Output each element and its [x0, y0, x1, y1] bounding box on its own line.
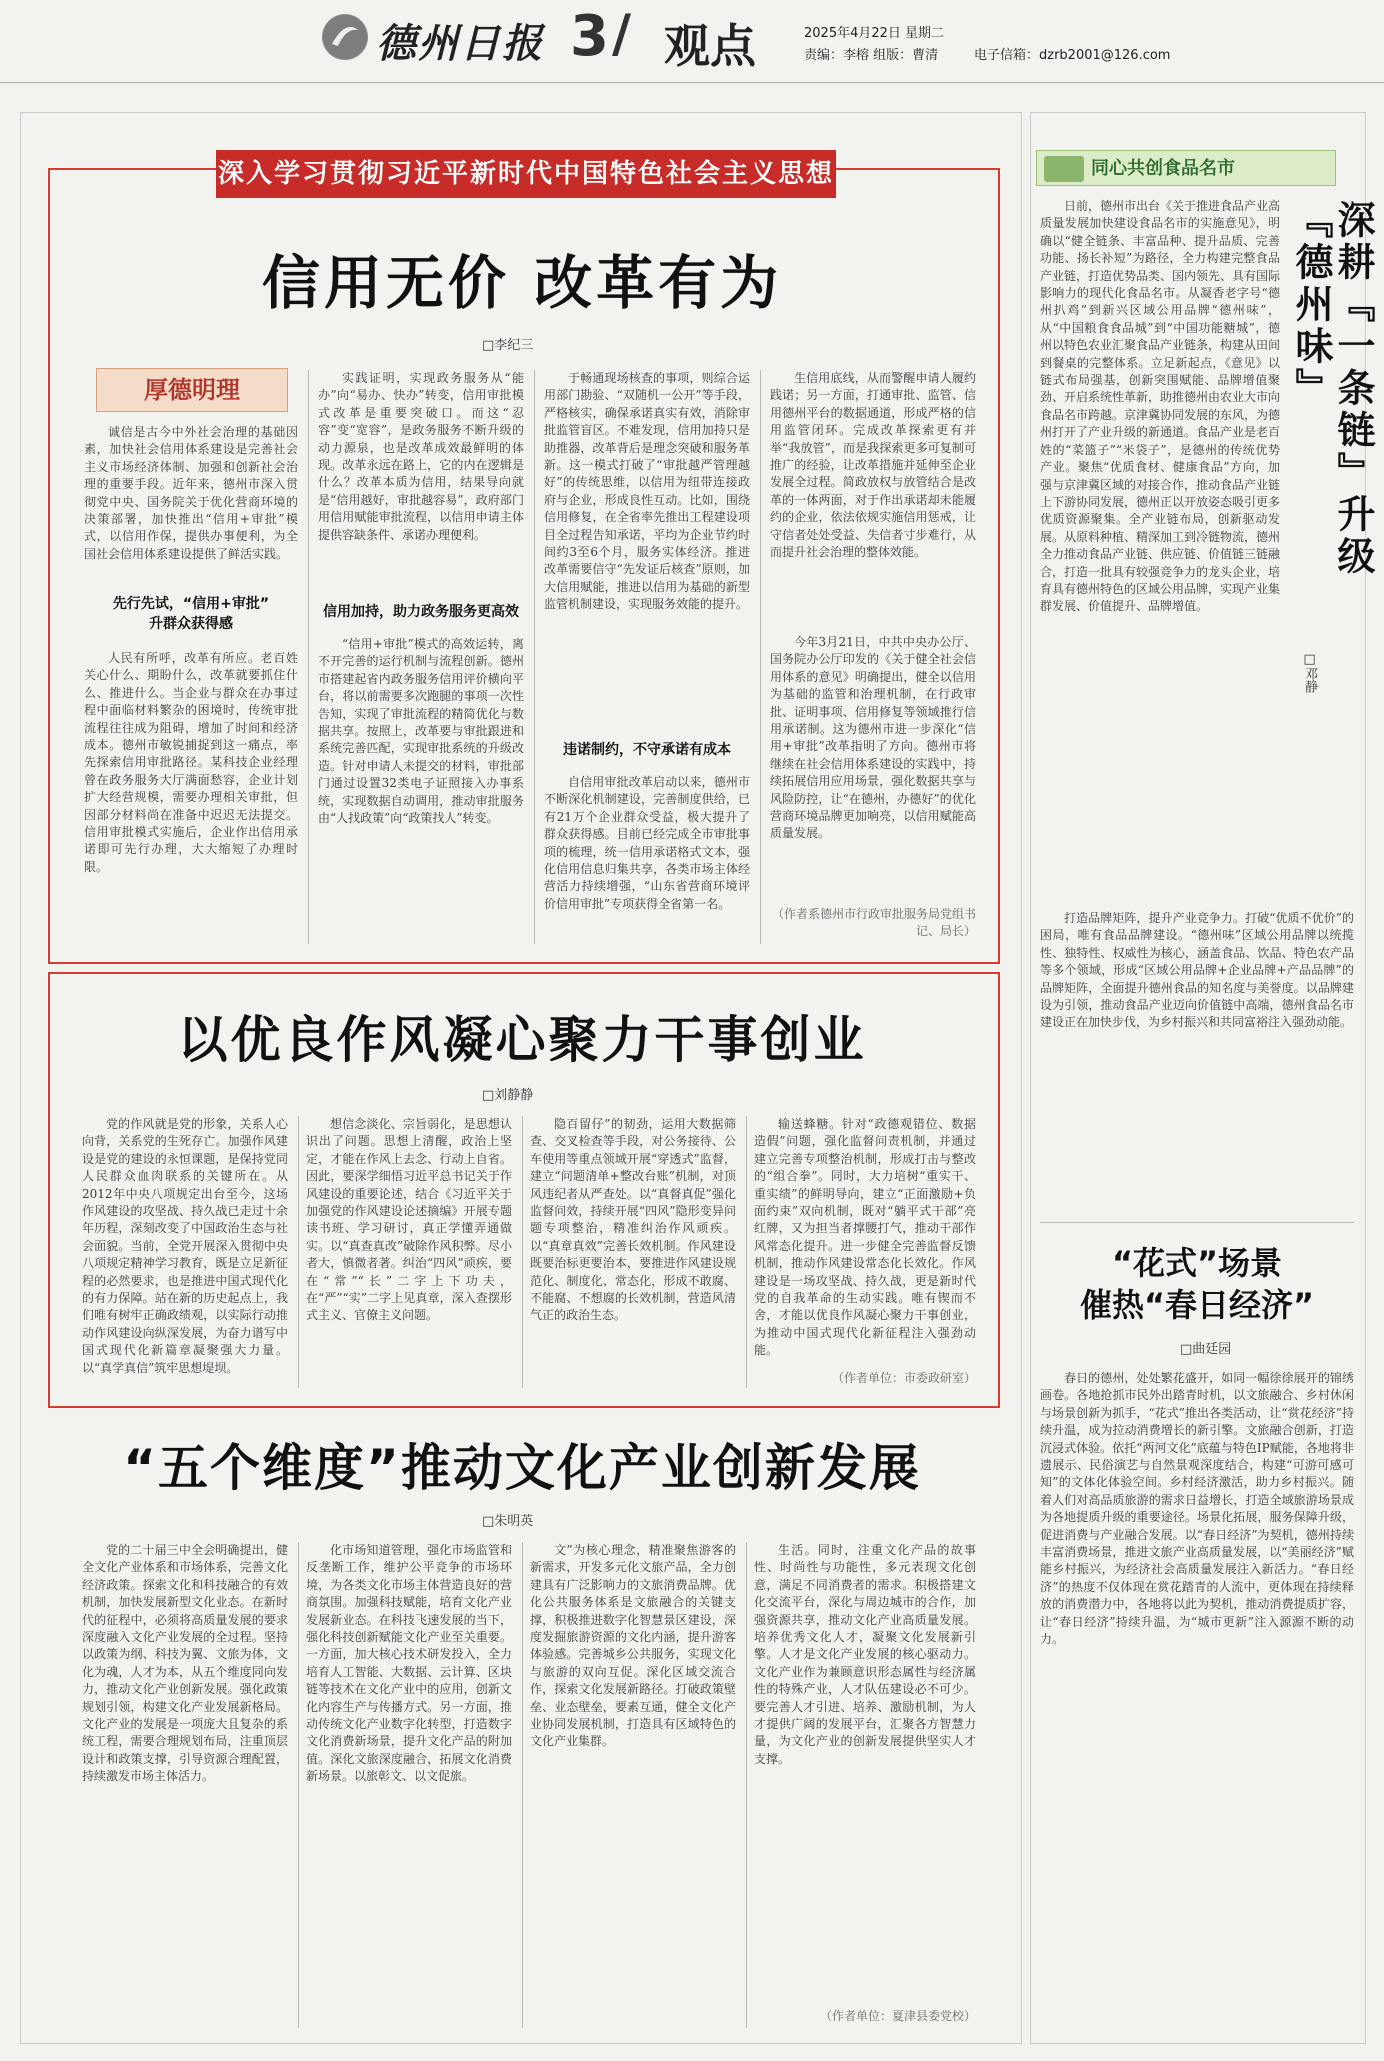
article2-col4: 输送蜂糖。针对“政德观错位、数据造假”问题，强化监督问责机制，并通过建立完善专项整治机制，形成打击与整改的“组合拳”。同时，大力培树“重实干、重实绩”的鲜明导向，建立“正面激励+负面约束”双向机制，既对“躺平式干部”亮红牌，又为担当者撑腰打气，推动干部作风常态化提升。进一步健全完善监督反馈机制，推动作风建设常态化长效化。作风建设是一场攻坚战、持久战，更是新时代党的自我革命的生动实践。唯有锲而不舍，才能以优良作风凝心聚力干事创业，为推动中国式现代化新征程注入强劲动能。 [754, 1117, 976, 1358]
editors: 责编：李榕 组版：曹清 [804, 48, 939, 63]
article1-col2b: “信用+审批”模式的高效运转，离不开完善的运行机制与流程创新。德州市搭建起省内政务服务信用评价横向平台，将以前需要多次跑腿的事项一次性告知，实现了审批流程的精简优化与数据共享。按照上，改革要与审批跟进和系统完善匹配，实现审批系统的升级改造。针对申请人未提交的材料，审批部门通过设置32类电子证照接入办事系统，实现数据自动调用，推动审批服务由“人找政策”向“政策找人”转变。 [318, 637, 524, 826]
masthead [0, 0, 1384, 86]
article1-col1: 诚信是古今中外社会治理的基础因素，加快社会信用体系建设是完善社会主义市场经济体制、加强和创新社会治理的重要手段。近年来，德州市深入贯彻党中央、国务院关于优化营商环境的决策部署，加快推出“信用+审批”模式，以信用作保，提供办事便利，为全国社会信用体系建设提供了鲜活实践。 [84, 425, 298, 561]
newspaper-logo-icon [322, 14, 368, 60]
article3-author-note: （作者单位：夏津县委党校） [819, 2009, 976, 2023]
article2-col1: 党的作风就是党的形象，关系人心向背，关系党的生死存亡。加强作风建设是党的建设的永恒课题，是保持党同人民群众血肉联系的关键所在。从2012年中央八项规定出台至今，这场作风建设的攻坚战、持久战已走过十余年历程，深刻改变了中国政治生态与社会面貌。当前，全党开展深入贯彻中央八项规定精神学习教育，既是立足新征程的必然要求，也是推进中国式现代化的有力保障。站在新的历史起点上，我们唯有树牢正确政绩观，以实际行动推动作风建设向纵深发展，为奋力谱写中国式现代化新篇章凝聚强大力量。以“真学真信”筑牢思想堤坝。 [82, 1117, 288, 1375]
contact-email: 电子信箱：dzrb2001@126.com [974, 48, 1171, 63]
article3-byline: □朱明英 [482, 1514, 534, 1529]
article1-col5: 今年3月21日，中共中央办公厅、国务院办公厅印发的《关于健全社会信用体系的意见》明确提出，健全以信用为基础的监管和治理机制，在行政审批、证明事项、信用修复等领域推行信用承诺制。这为德州市进一步深化“信用+审批”改革指明了方向。德州市将继续在社会信用体系建设的实践中，持续拓展信用应用场景，强化数据共享与风险防控，让“在德州，办德好”的优化营商环境品牌更加响亮，以信用赋能高质量发展。 [770, 635, 976, 841]
article1-subhead-3: 违诺制约，不守承诺有成本 [563, 742, 731, 758]
side1-text: 日前，德州市出台《关于推进食品产业高质量发展加快建设食品名市的实施意见》，明确以“健全链条、丰富品种、提升品质、完善功能、扬长补短”为路径，全力构建完整食品产业链，打造优势品类、国内领先、具有国际影响力的现代化食品名市。从凝香老字号“德州扒鸡”到新兴区域公用品牌“德州味”，从“中国粮食食品城”到“中国功能糖城”，德州以特色农业汇聚食品产业链条，构建从田间到餐桌的完整体系。立足新起点，《意见》以链式布局强基，创新突围赋能、品牌增值聚劲、开启系统性革新，助推德州由农业大市向食品名市跨越。京津冀协同发展的东风，为德州打开了产业升级的新通道。食品产业是老百姓的“菜篮子”“米袋子”，是德州的传统优势产业。聚焦“优质食材、健康食品”方向，加强与京津冀区域的对接合作，推动食品产业链上下游协同发展，德州正以开放姿态吸引更多优质资源聚集。全产业链布局，创新驱动发展。从原料种植、精深加工到冷链物流，德州全力推动食品产业链、供应链、价值链三链融合，打造一批具有较强竞争力的龙头企业，培育具有德州特色的区域公用品牌，实现产业集群发展、价值提升、品牌增值。 [1040, 199, 1280, 614]
newspaper-name: 德州日报 [376, 20, 544, 67]
article1-col3: 于畅通现场核查的事项，则综合运用部门勘验、“双随机一公开”等手段，严格核实，确保承诺真实有效，消除审批监管盲区。不难发现，信用加持只是助推器，改革背后是理念突破和服务革新。这一模式打破了“审批越严管理越好”的传统思维，以信用为纽带连接政府与企业，形成良性互动。比如，围绕信用修复，在全省率先推出工程建设项目全过程告知承诺，平均为企业节约时间约3至6个月，服务实体经济。推进改革需要信守“先发证后核查”原则，加大信用赋能，推进以信用为基础的新型监管机制建设，实现服务效能的提升。 [544, 371, 750, 612]
food-icon [1044, 156, 1084, 182]
article2-col3: 隐百留仔”的韧劲，运用大数据筛查、交叉检查等手段，对公务接待、公车使用等重点领域开展“穿透式”监督，建立“问题清单+整改台账”机制，对顶风违纪者从严查处。以“真督真促”强化监督问效，持续开展“四风”隐形变异问题专项整治，精准纠治作风顽疾。以“真章真效”完善长效机制。作风建设既要治标更要治本，要推进作风建设规范化、制度化、常态化，形成不敢腐、不能腐、不想腐的长效机制，营造风清气正的政治生态。 [530, 1117, 736, 1323]
divider [746, 1116, 747, 1388]
divider [308, 370, 309, 944]
side2-byline: □曲廷园 [1180, 1342, 1232, 1357]
article3-col2: 化市场知道管理，强化市场监管和反垄断工作，维护公平竞争的市场环境，为各类文化市场主体营造良好的营商氛围。加强科技赋能，培育文化产业发展新业态。在科技飞速发展的当下，强化科技创新赋能文化产业至关重要。一方面，加大核心技术研发投入，全力培育人工智能、大数据、云计算、区块链等技术在文化产业中的应用，创新文化内容生产与传播方式。另一方面，推动传统文化产业数字化转型，打造数字文化消费新场景，提升文化产品的附加值。深化文旅深度融合，拓展文化消费新场景。以旅彰文、以文促旅。 [306, 1543, 512, 1784]
article1-col3b: 自信用审批改革启动以来，德州市不断深化机制建设，完善制度供给，已有21万个企业群众受益，极大提升了群众获得感。目前已经完成全市审批事项的梳理，统一信用承诺格式文本，强化信用信息归集共享，各类市场主体经营活力持续增强，“山东省营商环境评价信用审批”专项获得全省第一名。 [544, 775, 750, 911]
article1-subhead-2: 信用加持，助力政务服务更高效 [323, 604, 519, 620]
article1-col1b: 人民有所呼，改革有所应。老百姓关心什么、期盼什么，改革就要抓住什么、推进什么。当企业与群众在办事过程中面临材料繁杂的困境时，传统审批流程往往成为阻碍，增加了时间和经济成本。德州市敏锐捕捉到这一痛点，率先探索信用审批路径。某科技企业经理曾在政务服务大厅满面愁容，企业计划扩大经营规模，需要办理相关审批，但因部分材料尚在准备中迟迟无法提交。信用审批模式实施后，企业作出信用承诺即可先行办理，大大缩短了办理时限。 [84, 651, 298, 874]
article3-title: “五个维度”推动文化产业创新发展 [123, 1439, 921, 1497]
article2-author-note: （作者单位：市委政研室） [831, 1371, 976, 1385]
divider [522, 1542, 523, 2028]
article1-column-tag: 厚德明理 [96, 368, 288, 412]
divider [1040, 1222, 1354, 1223]
page-number: 3 [570, 4, 609, 69]
article3-col1: 党的二十届三中全会明确提出，健全文化产业体系和市场体系，完善文化经济政策。探索文化和科技融合的有效机制，加快发展新型文化业态。在新时代的征程中，必须将高质量发展的要求深度融入文化产业发展的全过程。坚持以政策为纲、科技为翼、文旅为体，文化为魂，人才为本，从五个维度同向发力，推动文化产业创新发展。强化政策规划引领，构建文化产业发展新格局。文化产业的发展是一项庞大且复杂的系统工程，需要合理规划布局，注重顶层设计和政策支撑，引导资源合理配置，持续激发市场主体活力。 [82, 1543, 288, 1784]
divider [534, 370, 535, 944]
side1-section-label: 同心共创食品名市 [1091, 158, 1235, 179]
side2-text: 春日的德州，处处繁花盛开，如同一幅徐徐展开的锦绣画卷。各地抢抓市民外出踏青时机，以文旅融合、乡村休闲与场景创新为抓手，“花式”推出各类活动，让“赏花经济”持续升温，成为拉动消费增长的新引擎。文旅融合创新，打造沉浸式体验。依托“两河文化”底蕴与特色IP赋能，各地将非遗展示、民俗演艺与自然景观深度结合，构建“可游可感可知”的文体化体验空间。乡村经济激活，助力乡村振兴。随着人们对高品质旅游的需求日益增长，打造全域旅游场景成为各地提质升级的重要途径。场景化拓展，服务保障升级，促进消费与产业融合发展。以“春日经济”为契机，德州持续丰富消费场景，推进文旅产业高质量发展，以“美丽经济”赋能乡村振兴，为经济社会高质量发展注入新活力。“春日经济”的热度不仅体现在赏花踏青的人流中，更体现在持续释放的消费潜力中，各地将以此为契机，推动消费提质扩容，让“春日经济”持续升温，为“城市更新”注入源源不断的动力。 [1040, 1371, 1354, 1647]
side2-title: “花式”场景 催热“春日经济” [1079, 1244, 1315, 1324]
masthead-rule [0, 82, 1384, 83]
article1-col4: 生信用底线，从而警醒申请人履约践诺；另一方面，打通审批、监管、信用德州平台的数据通道，形成严格的信用监管闭环。完成改革探索更有并举“我放管”，而是我探索更多可复制可推广的经验，让改革措施并延伸至企业发展全过程。简政放权与放管结合是改革的一体两面，对于作出承诺却未能履约的企业，依法依规实施信用惩戒，让守信者处处受益、失信者寸步难行，从而提升社会治理的整体效能。 [770, 371, 976, 560]
page-separator: / [612, 4, 631, 64]
article2-title: 以优良作风凝心聚力干事创业 [177, 1011, 867, 1069]
divider [298, 1116, 299, 1388]
article1-author-note: （作者系德州市行政审批服务局党组书记、局长） [771, 907, 976, 939]
divider [522, 1116, 523, 1388]
theme-banner: 深入学习贯彻习近平新时代中国特色社会主义思想 [216, 150, 836, 198]
section-name: 观点 [664, 19, 756, 73]
article1-col2: 实践证明，实现政务服务从“能办”向“易办、快办”转变，信用审批模式改革是重要突破口。而这“忍容”变“宽容”，是政务服务不断升级的动力源泉，也是改革成效最鲜明的体现。改革永远在路上，它的内在逻辑是什么？改革本质为信用，结果导向就是“信用越好，审批越容易”，政府部门用信用赋能审批流程，以信用申请主体提供容缺条件、承诺办理便利。 [318, 371, 524, 542]
article2-col2: 想信念淡化、宗旨弱化，是思想认识出了问题。思想上清醒，政治上坚定，才能在作风上去念、行动上自省。因此，要深学细悟习近平总书记关于作风建设的重要论述，结合《习近平关于加强党的作风建设论述摘编》开展专题读书班、学习研讨，真正学懂弄通做实。以“真查真改”破除作风积弊。尽小者大，慎微者著。纠治“四风”顽疾，要在“常”“长”二字上下功夫，在“严”“实”二字上见真章，深入查摆形式主义、官僚主义问题。 [306, 1117, 512, 1323]
divider [746, 1542, 747, 2028]
side1-byline: □邓静 [1302, 652, 1317, 693]
article1-subhead-1: 先行先试，“信用+审批” 升群众获得感 [112, 596, 270, 632]
side1-text-2: 打造品牌矩阵，提升产业竞争力。打破“优质不优价”的困局，唯有食品品牌建设。“德州味”区域公用品牌以统揽性、独特性、权威性为核心，涵盖食品、饮品、特色农产品等多个领域，形成“区域公用品牌+企业品牌+产品品牌”的品牌矩阵，全面提升德州食品的知名度与美誉度。以品牌建设为引领，推动食品产业迈向价值链中高端，德州食品名市建设正在加快步伐，为乡村振兴和共同富裕注入强劲动能。 [1040, 911, 1354, 1030]
side1-title: 深耕『一条链』升级『德州味』 [1289, 200, 1375, 578]
article1-title: 信用无价 改革有为 [261, 249, 783, 317]
divider [760, 370, 761, 944]
article3-col3: 文”为核心理念，精准聚焦游客的新需求，开发多元化文旅产品，全力创建具有广泛影响力的文旅消费品牌。优化公共服务体系是文旅融合的关键支撑，积极推进数字化智慧景区建设，深度发掘旅游资源的文化内涵，提升游客体验感。完善城乡公共服务，实现文化与旅游的双向互促。深化区域交流合作，探索文化发展新路径。打破政策壁垒、业态壁垒，要素互通，健全文化产业协同发展机制，打造具有区域特色的文化产业集群。 [530, 1543, 736, 1749]
divider [298, 1542, 299, 2028]
article3-col4: 生活。同时，注重文化产品的故事性、时尚性与功能性，多元表现文化创意，满足不同消费者的需求。积极搭建文化交流平台，深化与周边城市的合作，加强资源共享，推动文化产业高质量发展。培养优秀文化人才，凝聚文化发展新引擎。人才是文化产业发展的核心驱动力。文化产业作为兼顾意识形态属性与经济属性的特殊产业，人才队伍建设必不可少。要完善人才引进、培养、激励机制，为人才提供广阔的发展平台，汇聚各方智慧力量，为文化产业的创新发展提供坚实人才支撑。 [754, 1543, 976, 1766]
issue-date: 2025年4月22日 星期二 [804, 26, 945, 41]
article2-byline: □刘静静 [482, 1088, 534, 1103]
article1-byline: □李纪三 [482, 338, 534, 353]
